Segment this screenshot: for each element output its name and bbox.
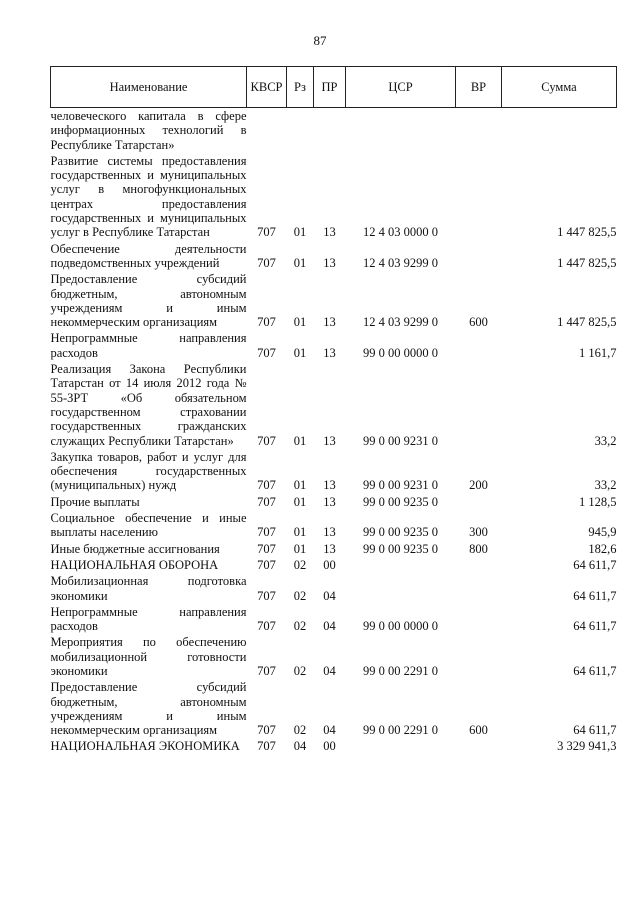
row-name: Мероприятия по обеспечению мобилизационной готовности экономики xyxy=(50,635,247,678)
row-rz: 02 xyxy=(293,663,307,678)
row-kvsr: 707 xyxy=(257,723,276,738)
header-kvsr: КВСР xyxy=(247,67,287,108)
row-rz: 01 xyxy=(293,478,307,493)
row-sum: 64 611,7 xyxy=(573,588,617,603)
row-sum: 64 611,7 xyxy=(573,663,617,678)
row-pr: 04 xyxy=(323,663,336,678)
row-csr: 99 0 00 9231 0 xyxy=(363,478,438,493)
row-csr: 99 0 00 2291 0 xyxy=(363,663,438,678)
table-row xyxy=(51,494,617,510)
row-sum: 1 447 825,5 xyxy=(557,225,617,240)
row-name: НАЦИОНАЛЬНАЯ ЭКОНОМИКА xyxy=(50,739,240,754)
table-row xyxy=(51,153,617,241)
row-kvsr: 707 xyxy=(257,255,276,270)
row-pr: 13 xyxy=(323,494,336,509)
row-sum: 33,2 xyxy=(594,478,617,493)
row-sum xyxy=(502,108,617,153)
table-row xyxy=(51,241,617,272)
row-kvsr xyxy=(247,108,287,153)
row-vr xyxy=(456,494,502,510)
row-vr xyxy=(456,557,502,573)
row-rz: 01 xyxy=(293,525,307,540)
row-csr xyxy=(346,738,456,754)
row-name: Обеспечение деятельности подведомственных учреждений xyxy=(50,241,247,270)
table-row xyxy=(51,679,617,738)
row-vr xyxy=(456,738,502,754)
row-pr: 13 xyxy=(323,345,336,360)
table-header-row xyxy=(51,67,617,108)
row-sum: 64 611,7 xyxy=(573,723,617,738)
header-sum: Сумма xyxy=(502,67,617,108)
row-pr: 13 xyxy=(323,315,336,330)
row-vr: 800 xyxy=(469,541,488,556)
row-csr xyxy=(346,557,456,573)
row-kvsr: 707 xyxy=(257,315,276,330)
header-vr: ВР xyxy=(456,67,502,108)
row-name: Непрограммные направления расходов xyxy=(50,331,247,360)
row-rz: 02 xyxy=(293,557,307,572)
row-kvsr: 707 xyxy=(257,663,276,678)
table-row xyxy=(51,541,617,557)
row-kvsr: 707 xyxy=(257,494,276,509)
row-csr: 99 0 00 0000 0 xyxy=(363,619,438,634)
row-name: Социальное обеспечение и иные выплаты населению xyxy=(50,511,247,540)
row-kvsr: 707 xyxy=(257,525,276,540)
row-vr xyxy=(456,153,502,241)
table-row xyxy=(51,108,617,153)
row-name: Иные бюджетные ассигнования xyxy=(50,541,220,556)
table-row xyxy=(51,271,617,330)
budget-table xyxy=(50,66,617,755)
row-name: Предоставление субсидий бюджетным, автономным учреждениям и иным некоммерческим организациям xyxy=(50,272,247,330)
row-pr: 04 xyxy=(323,723,336,738)
table-row xyxy=(51,738,617,754)
row-pr: 13 xyxy=(323,433,336,448)
row-name: Развитие системы предоставления государственных и муниципальных услуг в многофункциональных центрах предоставления государственных и муниципальных услуг в Республике Татарстан xyxy=(50,153,247,240)
table-row xyxy=(51,361,617,449)
row-rz: 01 xyxy=(293,541,307,556)
row-csr: 99 0 00 9235 0 xyxy=(363,541,438,556)
row-name: Предоставление субсидий бюджетным, автономным учреждениям и иным некоммерческим организациям xyxy=(50,680,247,738)
row-vr: 200 xyxy=(469,478,488,493)
page-number: 87 xyxy=(313,33,327,48)
header-name: Наименование xyxy=(51,67,247,108)
row-vr xyxy=(456,573,502,604)
row-vr: 600 xyxy=(469,315,488,330)
row-kvsr: 707 xyxy=(257,433,276,448)
row-sum: 182,6 xyxy=(588,541,617,556)
row-kvsr: 707 xyxy=(257,588,276,603)
row-name: человеческого капитала в сфере информационных технологий в Республике Татарстан» xyxy=(50,109,247,152)
row-csr xyxy=(346,108,456,153)
row-name: Реализация Закона Республики Татарстан от 14 июля 2012 года № 55-ЗРТ «Об обязательном государственном страховании государственных гражданских служащих Республики Татарстан» xyxy=(50,362,247,448)
row-rz: 01 xyxy=(293,255,307,270)
header-csr: ЦСР xyxy=(346,67,456,108)
row-rz: 01 xyxy=(293,494,307,509)
table-row xyxy=(51,510,617,541)
row-vr xyxy=(456,108,502,153)
table-row xyxy=(51,634,617,679)
row-sum: 1 447 825,5 xyxy=(557,255,617,270)
row-vr xyxy=(456,330,502,361)
row-kvsr: 707 xyxy=(257,478,276,493)
row-vr xyxy=(456,361,502,449)
row-rz xyxy=(287,108,314,153)
table-row xyxy=(51,330,617,361)
table-row xyxy=(51,573,617,604)
row-csr: 99 0 00 9231 0 xyxy=(363,433,438,448)
row-kvsr: 707 xyxy=(257,225,276,240)
row-sum: 1 128,5 xyxy=(579,494,617,509)
row-name: Непрограммные направления расходов xyxy=(50,604,247,634)
row-pr: 13 xyxy=(323,525,336,540)
row-name: Прочие выплаты xyxy=(50,494,140,509)
row-sum: 1 447 825,5 xyxy=(557,315,617,330)
row-pr: 00 xyxy=(323,739,336,754)
row-sum: 1 161,7 xyxy=(579,345,617,360)
row-csr: 99 0 00 2291 0 xyxy=(363,723,438,738)
row-kvsr: 707 xyxy=(257,619,276,634)
row-csr: 12 4 03 0000 0 xyxy=(363,225,438,240)
row-csr: 99 0 00 9235 0 xyxy=(363,525,438,540)
row-vr: 300 xyxy=(469,525,488,540)
row-pr: 13 xyxy=(323,478,336,493)
row-csr: 12 4 03 9299 0 xyxy=(363,255,438,270)
row-sum: 945,9 xyxy=(588,525,617,540)
row-sum: 3 329 941,3 xyxy=(557,739,617,754)
row-rz: 04 xyxy=(293,739,307,754)
row-kvsr: 707 xyxy=(257,557,276,572)
row-rz: 01 xyxy=(293,433,307,448)
row-pr: 00 xyxy=(323,557,336,572)
row-csr: 12 4 03 9299 0 xyxy=(363,315,438,330)
row-name: Закупка товаров, работ и услуг для обеспечения государственных (муниципальных) нужд xyxy=(50,449,247,493)
row-pr: 13 xyxy=(323,541,336,556)
header-rz: Рз xyxy=(287,67,314,108)
row-pr: 04 xyxy=(323,588,336,603)
row-name: Мобилизационная подготовка экономики xyxy=(50,574,247,603)
row-kvsr: 707 xyxy=(257,345,276,360)
table-row xyxy=(51,557,617,573)
row-vr xyxy=(456,241,502,272)
row-vr xyxy=(456,604,502,635)
row-pr: 13 xyxy=(323,255,336,270)
header-pr: ПР xyxy=(314,67,346,108)
row-pr xyxy=(314,108,346,153)
table-row xyxy=(51,604,617,635)
row-rz: 01 xyxy=(293,315,307,330)
row-sum: 33,2 xyxy=(594,433,617,448)
row-rz: 01 xyxy=(293,345,307,360)
row-rz: 01 xyxy=(293,225,307,240)
row-rz: 02 xyxy=(293,619,307,634)
row-kvsr: 707 xyxy=(257,541,276,556)
row-csr: 99 0 00 0000 0 xyxy=(363,345,438,360)
row-sum: 64 611,7 xyxy=(573,557,617,572)
row-rz: 02 xyxy=(293,588,307,603)
row-pr: 04 xyxy=(323,619,336,634)
row-kvsr: 707 xyxy=(257,739,276,754)
row-sum: 64 611,7 xyxy=(573,619,617,634)
row-vr xyxy=(456,634,502,679)
row-csr xyxy=(346,573,456,604)
row-name: НАЦИОНАЛЬНАЯ ОБОРОНА xyxy=(50,557,219,572)
row-vr: 600 xyxy=(469,723,488,738)
table-row xyxy=(51,449,617,494)
row-csr: 99 0 00 9235 0 xyxy=(363,494,438,509)
row-rz: 02 xyxy=(293,723,307,738)
row-pr: 13 xyxy=(323,225,336,240)
